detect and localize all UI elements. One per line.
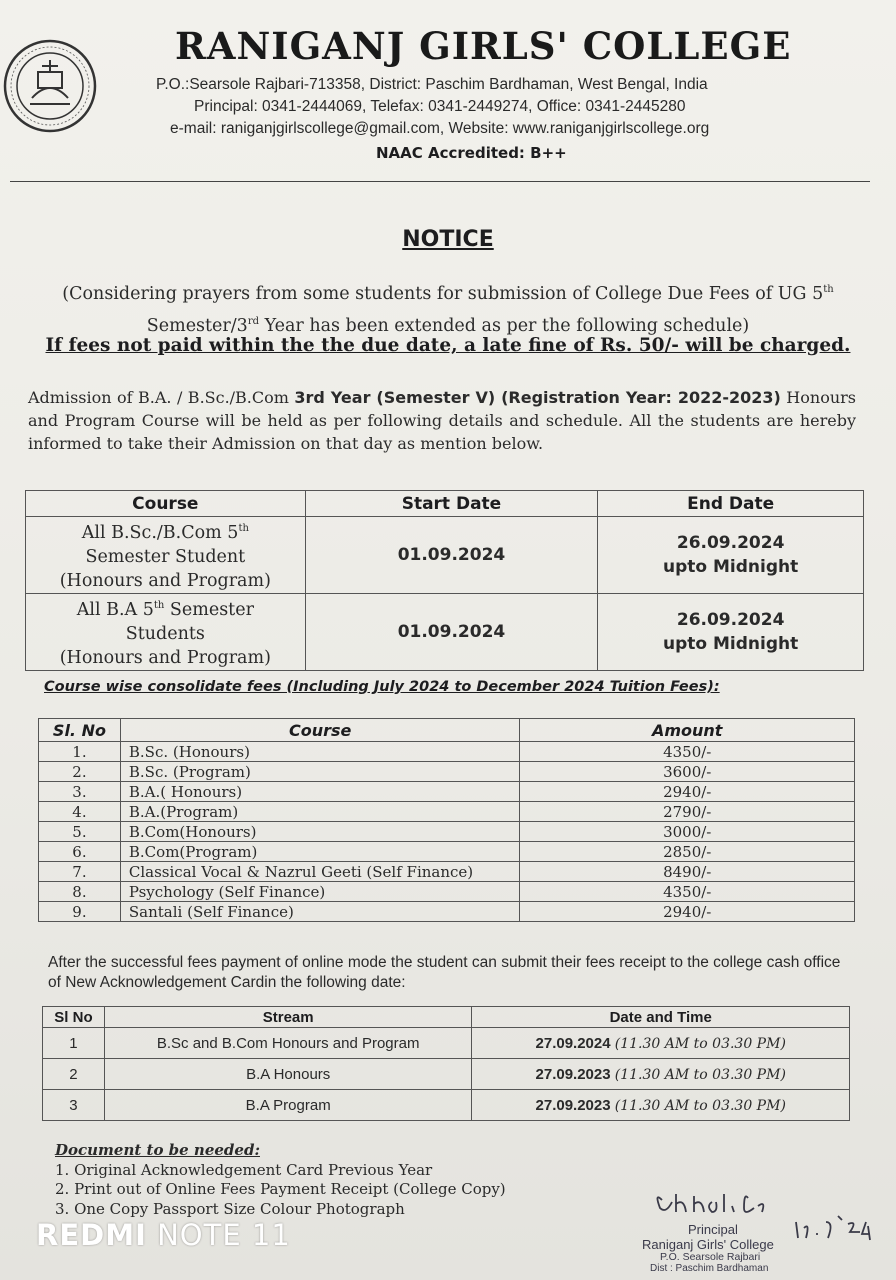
documents-needed [55,1141,506,1219]
table-row [39,862,855,882]
admission-schedule-table [25,490,864,671]
table-row [39,802,855,822]
stamp-college: Raniganj Girls' College [642,1237,774,1252]
stamp-district: Dist : Paschim Bardhaman [650,1263,769,1274]
stamp-po: P.O. Searsole Rajbari [660,1251,761,1263]
course-cell: Psychology (Self Finance) [120,882,520,902]
table-row [39,882,855,902]
amount-cell: 8490/- [520,862,855,882]
admission-paragraph: Admission of B.A. / B.Sc./B.Com 3rd Year (Semester V) (Registration Year: 2022-2023) Honours and Program Course will be held as per following details and schedule. All the students are hereby informed to take their Admission on that day as mention below. [28,388,856,453]
column-header: Sl No [43,1007,105,1028]
amount-cell: 2940/- [520,782,855,802]
course-cell: B.Com(Honours) [120,822,520,842]
date-time-cell: 27.09.2024 (11.30 AM to 03.30 PM) [472,1028,850,1059]
college-address: P.O.:Searsole Rajbari-713358, District: Paschim Bardhaman, West Bengal, India [156,76,708,93]
amount-cell: 4350/- [520,882,855,902]
list-item: 1. Original Acknowledgement Card Previous Year [55,1160,433,1179]
college-seal-icon [2,38,98,134]
amount-cell: 3600/- [520,762,855,782]
sl-cell: 9. [39,902,121,922]
notice-title: NOTICE [402,227,494,252]
documents-heading: Document to be needed: [55,1141,260,1159]
amount-cell: 4350/- [520,742,855,762]
sl-cell: 6. [39,842,121,862]
end-date-cell: 26.09.2024 upto Midnight [598,517,864,594]
camera-watermark: REDMI NOTE 11 [36,1218,291,1252]
start-date-cell: 01.09.2024 [305,517,598,594]
sl-cell: 3 [43,1090,105,1121]
notice-intro: (Considering prayers from some students for submission of College Due Fees of UG 5th Semester/3rd Year has been extended as per the following schedule) [62,283,834,336]
table-row [39,742,855,762]
amount-cell: 2850/- [520,842,855,862]
course-cell: B.A.(Program) [120,802,520,822]
sl-cell: 2. [39,762,121,782]
table-row [43,1090,850,1121]
fees-table [38,718,855,922]
column-header: Course [120,719,520,742]
course-cell: All B.A 5th Semester Students (Honours and Program) [26,593,306,670]
end-date-cell: 26.09.2024 upto Midnight [598,593,864,670]
sl-cell: 7. [39,862,121,882]
table-row [39,762,855,782]
sl-cell: 5. [39,822,121,842]
receipt-schedule-table [42,1006,850,1121]
column-header: End Date [598,491,864,517]
column-header: Course [26,491,306,517]
sl-cell: 8. [39,882,121,902]
header-divider [10,181,870,182]
course-cell: Santali (Self Finance) [120,902,520,922]
course-cell: Classical Vocal & Nazrul Geeti (Self Finance) [120,862,520,882]
list-item: 3. One Copy Passport Size Colour Photograph [55,1199,405,1218]
column-header: Date and Time [472,1007,850,1028]
table-row [43,1028,850,1059]
sl-cell: 1. [39,742,121,762]
receipt-instructions: After the successful fees payment of online mode the student can submit their fees receipt to the college cash office of New Acknowledgement Cardin the following date: [48,954,841,991]
start-date-cell: 01.09.2024 [305,593,598,670]
course-cell: B.Sc. (Program) [120,762,520,782]
stream-cell: B.Sc and B.Com Honours and Program [104,1028,472,1059]
table-row [39,842,855,862]
amount-cell: 2940/- [520,902,855,922]
college-phone: Principal: 0341-2444069, Telefax: 0341-2449274, Office: 0341-2445280 [194,98,686,115]
table-header-row [43,1007,850,1028]
stamp-title: Principal [688,1222,738,1237]
naac-accreditation: NAAC Accredited: B++ [376,144,567,162]
college-contact: e-mail: raniganjgirlscollege@gmail.com, Website: www.raniganjgirlscollege.org [170,120,710,137]
list-item: 2. Print out of Online Fees Payment Receipt (College Copy) [55,1180,506,1198]
table-row [26,593,864,670]
column-header: Sl. No [39,719,121,742]
column-header: Start Date [305,491,598,517]
college-name: RANIGANJ GIRLS' COLLEGE [175,24,792,68]
column-header: Stream [104,1007,472,1028]
sl-cell: 3. [39,782,121,802]
fees-heading: Course wise consolidate fees (Including July 2024 to December 2024 Tuition Fees): [44,679,720,695]
stream-cell: B.A Honours [104,1059,472,1090]
table-row [39,822,855,842]
course-cell: B.Sc. (Honours) [120,742,520,762]
sl-cell: 4. [39,802,121,822]
table-row [39,902,855,922]
sl-cell: 2 [43,1059,105,1090]
course-cell: All B.Sc./B.Com 5th Semester Student (Honours and Program) [26,517,306,594]
course-cell: B.Com(Program) [120,842,520,862]
late-fine-warning: If fees not paid within the the due date, a late fine of Rs. 50/- will be charged. [45,335,851,356]
column-header: Amount [520,719,855,742]
date-time-cell: 27.09.2023 (11.30 AM to 03.30 PM) [472,1059,850,1090]
date-time-cell: 27.09.2023 (11.30 AM to 03.30 PM) [472,1090,850,1121]
sl-cell: 1 [43,1028,105,1059]
table-row [39,782,855,802]
table-row [43,1059,850,1090]
stream-cell: B.A Program [104,1090,472,1121]
course-cell: B.A.( Honours) [120,782,520,802]
table-row [26,517,864,594]
table-header-row [39,719,855,742]
amount-cell: 2790/- [520,802,855,822]
table-header-row [26,491,864,517]
amount-cell: 3000/- [520,822,855,842]
